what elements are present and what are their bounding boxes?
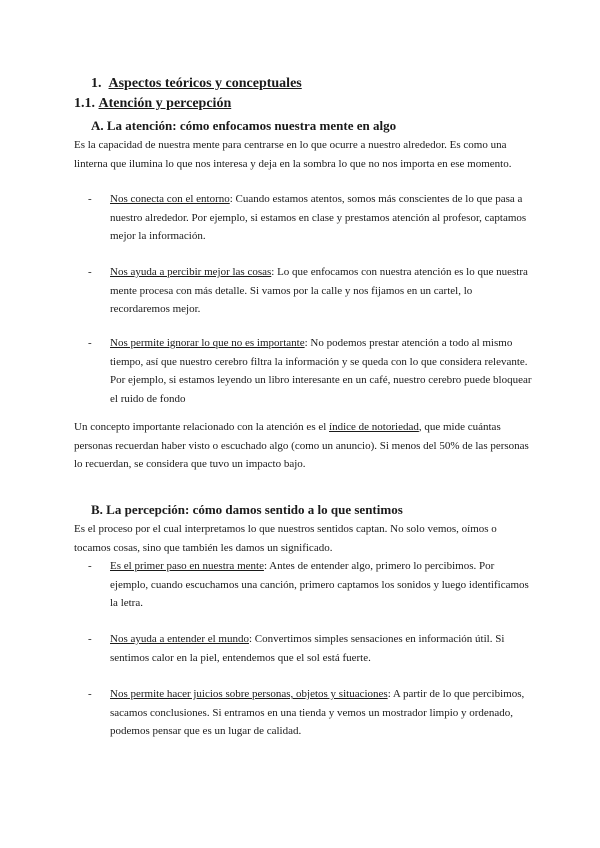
list-item-text: : No podemos prestar atención a todo al mismo tiempo, así que nuestro cerebro filtra la información y se queda con lo que considera relevante. Por ejemplo, si estamos leyendo un libro interesante en un café, nuestro cerebro puede bloquear el ruido de fondo	[110, 337, 532, 405]
list-item-text: : Convertimos simples sensaciones en información útil. Si sentimos calor en la piel, entendemos que el sol está fuerte.	[110, 633, 505, 664]
list-item-title: Nos conecta con el entorno	[110, 193, 230, 205]
notoriety-paragraph	[74, 418, 532, 474]
list-item	[88, 557, 532, 613]
list-item-title: Nos permite hacer juicios sobre personas, objetos y situaciones	[110, 688, 388, 700]
list-item-title: Nos ayuda a entender el mundo	[110, 633, 249, 645]
notoriety-text-before: Un concepto importante relacionado con la atención es el	[74, 421, 330, 433]
section-1-title: Aspectos teóricos y conceptuales	[108, 76, 302, 91]
list-item-title: Es el primer paso en nuestra mente	[110, 560, 264, 572]
list-item	[88, 630, 532, 667]
list-dash: -	[88, 560, 92, 572]
section-1-number: 1.	[91, 76, 102, 91]
list-item	[88, 334, 532, 408]
list-item	[88, 190, 532, 246]
section-1-heading	[91, 76, 302, 92]
list-item-title: Nos permite ignorar lo que no es importante	[110, 337, 305, 349]
notoriety-text-after: , que mide cuántas personas recuerdan haber visto o escuchado algo (como un anuncio). Si menos del 50% de las personas lo recuerdan, se considera que tuvo un impacto bajo.	[74, 421, 529, 470]
part-b-intro: Es el proceso por el cual interpretamos lo que nuestros sentidos captan. No solo vemos, oímos o tocamos cosas, sino que también les damos un significado.	[74, 523, 497, 554]
list-dash: -	[88, 688, 92, 700]
list-dash: -	[88, 266, 92, 278]
list-dash: -	[88, 193, 92, 205]
section-1-1-number: 1.1.	[74, 96, 95, 111]
list-dash: -	[88, 633, 92, 645]
notoriety-term: índice de notoriedad	[329, 421, 419, 433]
list-item	[88, 263, 532, 319]
list-item-title: Nos ayuda a percibir mejor las cosas	[110, 266, 272, 278]
section-1-1-title: Atención y percepción	[98, 96, 232, 111]
list-item	[88, 685, 532, 741]
part-a-intro: Es la capacidad de nuestra mente para centrarse en lo que ocurre a nuestro alrededor. Es como una linterna que ilumina lo que nos interesa y deja en la sombra lo que no nos importa en ese momento.	[74, 139, 512, 170]
part-a-heading: A. La atención: cómo enfocamos nuestra mente en algo	[91, 118, 397, 133]
list-item-text: : Lo que enfocamos con nuestra atención es lo que nuestra mente procesa con más detalle. Si vamos por la calle y nos fijamos en un cartel, lo recordaremos mejor.	[110, 266, 528, 315]
list-item-text: : A partir de lo que percibimos, sacamos conclusiones. Si entramos en una tienda y vemos un mostrador limpio y ordenado, podemos pensar que es un lugar de calidad.	[110, 688, 525, 737]
list-dash: -	[88, 337, 92, 349]
section-1-1-heading	[74, 96, 231, 112]
list-item-text: : Cuando estamos atentos, somos más conscientes de lo que pasa a nuestro alrededor. Por ejemplo, si estamos en clase y prestamos atención al profesor, captamos mejor la información.	[110, 193, 527, 242]
part-b-heading: B. La percepción: cómo damos sentido a lo que sentimos	[91, 502, 403, 517]
list-item-text: : Antes de entender algo, primero lo percibimos. Por ejemplo, cuando escuchamos una canción, primero captamos los sonidos y luego identificamos la letra.	[110, 560, 529, 609]
